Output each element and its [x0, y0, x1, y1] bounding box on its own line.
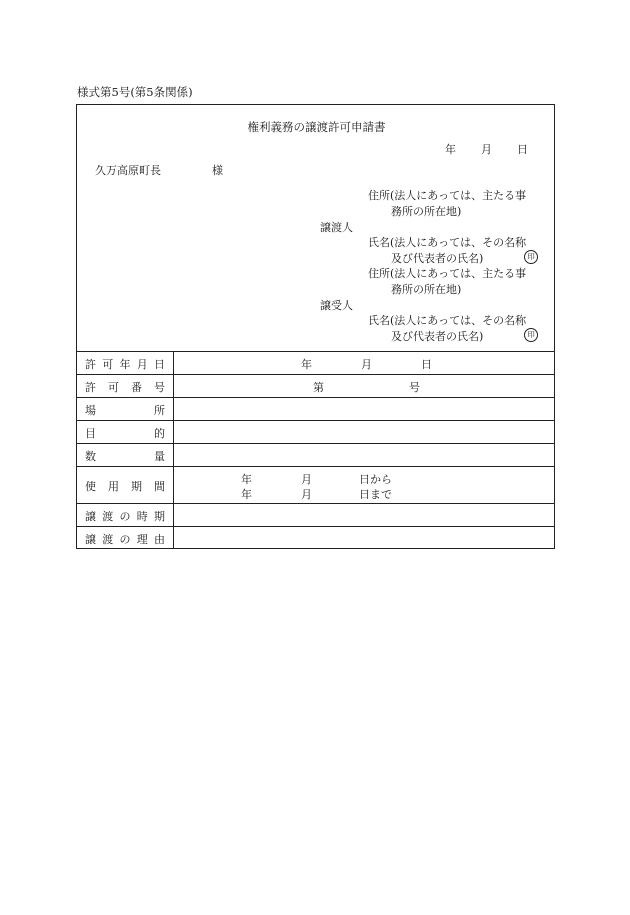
transferee-role: 譲受人	[320, 299, 353, 312]
period-to-month: 月	[301, 488, 312, 501]
transferee-seal-mark: 印	[524, 328, 538, 342]
permit-number-prefix: 第	[313, 381, 324, 394]
permit-date-year: 年	[301, 358, 312, 371]
transferee-name-line2: 及び代表者の氏名)	[391, 330, 484, 343]
transfer-time-label: 譲 渡 の 時 期	[85, 510, 165, 523]
label-column-divider	[173, 351, 174, 548]
row-divider	[77, 374, 554, 375]
period-from-year: 年	[241, 473, 252, 486]
row-divider	[77, 526, 554, 527]
row-divider	[77, 466, 554, 467]
transfer-reason-label: 譲 渡 の 理 由	[85, 533, 165, 546]
period-to-year: 年	[241, 488, 252, 501]
addressee: 久万高原町長	[95, 164, 161, 177]
date-month-label: 月	[481, 143, 492, 156]
row-divider	[77, 420, 554, 421]
period-from-month: 月	[301, 473, 312, 486]
permit-date-day: 日	[421, 358, 432, 371]
purpose-label: 目 的	[85, 427, 165, 440]
table-top-border	[77, 351, 554, 352]
row-divider	[77, 503, 554, 504]
honorific: 様	[212, 164, 223, 177]
permit-date-month: 月	[361, 358, 372, 371]
form-reference: 様式第5号(第5条関係)	[77, 85, 193, 99]
permit-number-label: 許 可 番 号	[85, 381, 165, 394]
application-form	[76, 104, 555, 549]
row-divider	[77, 397, 554, 398]
quantity-label: 数 量	[85, 450, 165, 463]
period-from-day: 日から	[359, 473, 392, 486]
transferor-seal-mark: 印	[524, 250, 538, 264]
date-day-label: 日	[517, 143, 528, 156]
period-to-day: 日まで	[359, 488, 392, 501]
transferor-address-line1: 住所(法人にあっては、主たる事	[368, 189, 527, 202]
transferor-address-line2: 務所の所在地)	[391, 205, 462, 218]
usage-period-label: 使 用 期 間	[85, 480, 165, 493]
form-title: 権利義務の譲渡許可申請書	[247, 120, 386, 134]
permit-date-label: 許 可 年 月 日	[85, 358, 165, 371]
transferee-address-line1: 住所(法人にあっては、主たる事	[368, 267, 527, 280]
transferor-name-line2: 及び代表者の氏名)	[391, 252, 484, 265]
date-year-label: 年	[445, 143, 456, 156]
transferee-name-line1: 氏名(法人にあっては、その名称	[368, 314, 527, 327]
transferee-address-line2: 務所の所在地)	[391, 283, 462, 296]
transferor-role: 譲渡人	[320, 221, 353, 234]
row-divider	[77, 443, 554, 444]
location-label: 場 所	[85, 404, 165, 417]
permit-number-suffix: 号	[409, 381, 420, 394]
transferor-name-line1: 氏名(法人にあっては、その名称	[368, 236, 527, 249]
